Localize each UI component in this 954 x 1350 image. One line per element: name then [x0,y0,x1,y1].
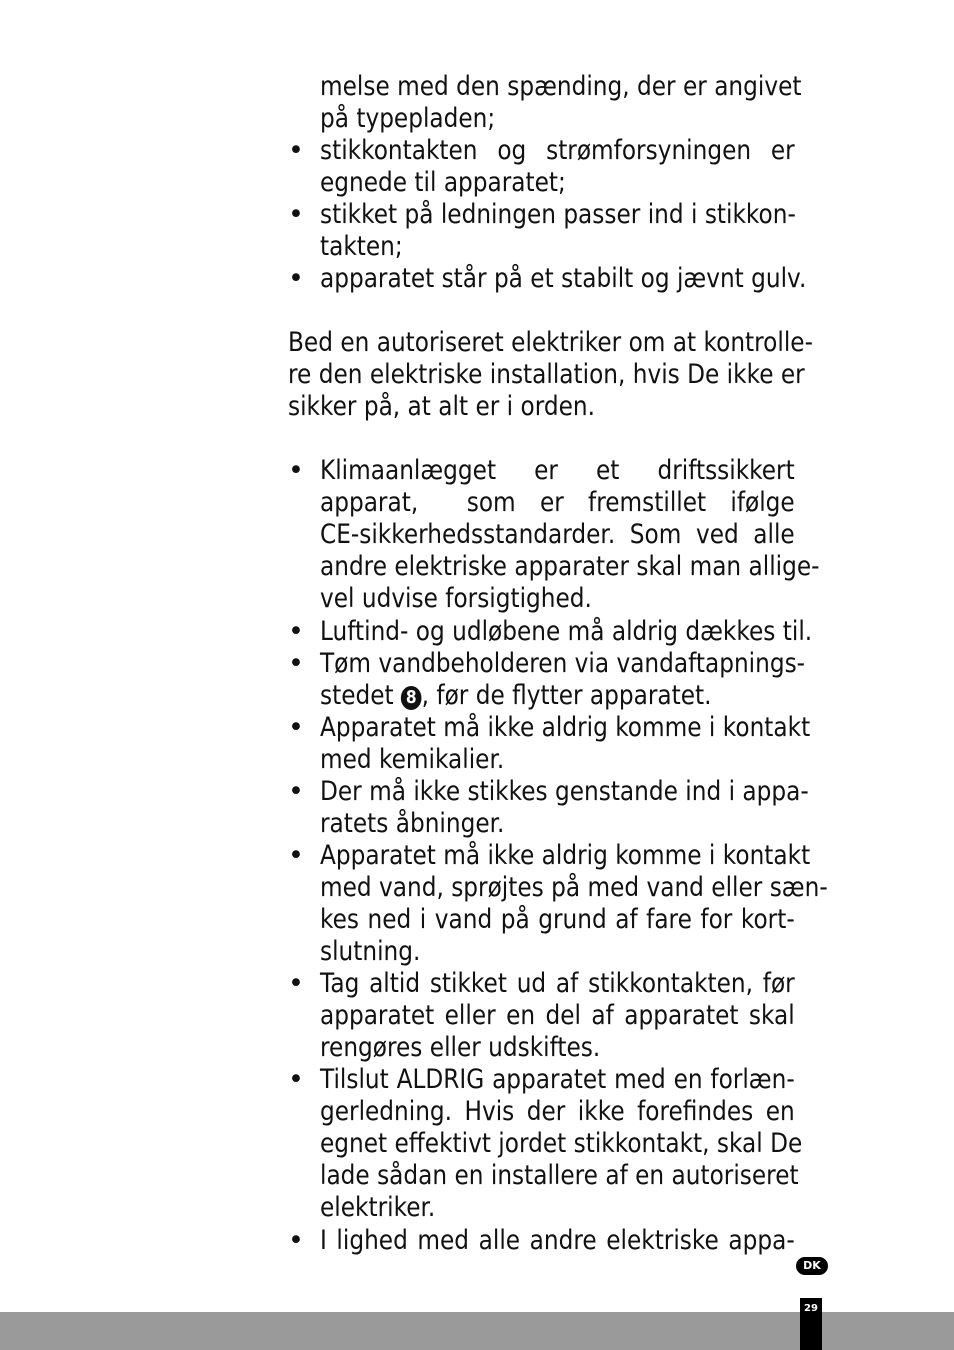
bullet: • [288,712,304,743]
bullet: • [288,263,304,294]
bullet: • [288,776,304,807]
text-line: ratets åbninger. [320,808,505,839]
bullet: • [288,199,304,230]
text-line: I lighed med alle andre elektriske appa- [320,1225,795,1256]
text-line: sikker på, at alt er i orden. [288,391,595,422]
text-line: Apparatet må ikke aldrig komme i kontakt [320,840,811,871]
text-line: egnet effektivt jordet stikkontakt, skal De [320,1128,803,1159]
text-line: lade sådan en installere af en autoriseret [320,1160,799,1191]
bullet: • [288,648,304,679]
bullet: • [288,968,304,999]
text-line: andre elektriske apparater skal man allige- [320,551,820,582]
text-line: stikket på ledningen passer ind i stikkon- [320,199,796,230]
text-line: Tag altid stikket ud af stikkontakten, før [320,968,795,999]
text-line: Klimaanlægget er et driftssikkert [320,455,795,486]
text-line: apparatet står på et stabilt og jævnt gulv. [320,263,807,294]
text-line: gerledning. Hvis der ikke forefindes en [320,1096,795,1127]
text-line: Der må ikke stikkes genstande ind i appa- [320,776,809,807]
text-line: Bed en autoriseret elektriker om at kontrolle- [288,327,813,358]
text-line: melse med den spænding, der er angivet [320,71,802,102]
text-line [320,680,795,712]
text-line: apparat, som er fremstillet ifølge [320,487,795,518]
text-line: slutning. [320,936,421,967]
text-line: Apparatet må ikke aldrig komme i kontakt [320,712,811,743]
text-line: Luftind- og udløbene må aldrig dækkes til. [320,616,813,647]
text-line: vel udvise forsigtighed. [320,583,592,614]
text-line: apparatet eller en del af apparatet skal [320,1000,795,1031]
callout-number-icon: 8 [401,686,422,710]
text-line: Tøm vandbeholderen via vandaftapnings- [320,648,806,679]
text-line: på typepladen; [320,103,496,134]
ref-suffix: , før de flytter apparatet. [421,680,712,711]
bullet: • [288,616,304,647]
bullet: • [288,455,304,486]
bullet: • [288,135,304,166]
text-line: egnede til apparatet; [320,167,566,198]
text-line: med kemikalier. [320,744,505,775]
text-line: re den elektriske installation, hvis De ikke er [288,359,805,390]
page-number: 29 [800,1298,822,1350]
text-line: elektriker. [320,1192,436,1223]
text-line: med vand, sprøjtes på med vand eller sæn- [320,872,828,903]
language-badge: DK [796,1257,828,1275]
bullet: • [288,1064,304,1095]
text-line: CE-sikkerhedsstandarder. Som ved alle [320,519,795,550]
ref-prefix: stedet [320,680,402,711]
text-line: rengøres eller udskiftes. [320,1032,601,1063]
bullet: • [288,840,304,871]
text-line: stikkontakten og strømforsyningen er [320,135,795,166]
text-line: takten; [320,231,403,262]
text-line: Tilslut ALDRIG apparatet med en forlæn- [320,1064,795,1095]
text-line: kes ned i vand på grund af fare for kort- [320,904,795,935]
bullet: • [288,1225,304,1256]
